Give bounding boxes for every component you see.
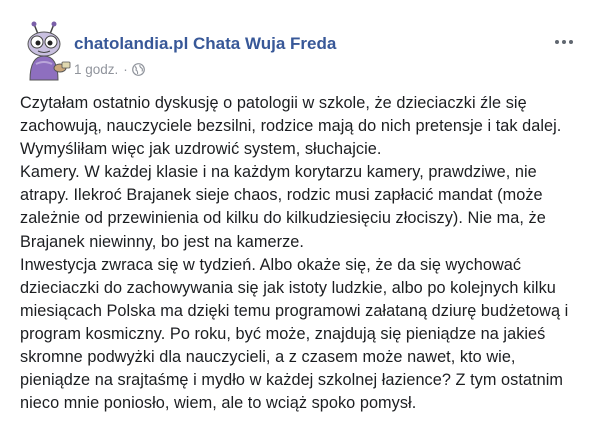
- post-text-line: zależnie od przewinienia od kilku do kilkudziesięciu złociszy). Nie ma, że: [20, 209, 546, 228]
- post-text-line: zachowują, nauczyciele bezsilni, rodzice mają do nich pretensje i tak dalej.: [20, 117, 562, 136]
- more-options-icon[interactable]: [552, 34, 576, 50]
- avatar[interactable]: [20, 20, 72, 84]
- post-text-line: program kosmiczny. Po roku, być może, znajdują się pieniądze na jakieś: [20, 324, 546, 343]
- post-text-line: pieniądze na srajtaśmę i mydło w każdej szkolnej łazience? Z tym ostatnim: [20, 371, 563, 390]
- post-text-line: nieco mnie poniosło, wiem, ale to wciąż spoko pomysł.: [20, 394, 417, 413]
- post-text-line: Kamery. W każdej klasie i na każdym korytarzu kamery, prawdziwe, nie: [20, 163, 537, 182]
- post-body: [20, 92, 592, 415]
- cartoon-character-avatar-icon: [20, 20, 72, 84]
- globe-icon[interactable]: [132, 63, 145, 76]
- post-text-line: skromne podwyżki dla nauczycieli, a z czasem może nawet, kto wie,: [20, 348, 516, 367]
- timestamp[interactable]: 1 godz.: [74, 62, 119, 77]
- meta-separator: ·: [123, 62, 128, 77]
- post-text-line: atrapy. Ilekroć Brajanek sieje chaos, rodzic musi zapłacić mandat (może: [20, 186, 543, 205]
- post-text-line: Wymyśliłam więc jak uzdrowić system, słuchajcie.: [20, 140, 382, 159]
- post-text-line: Brajanek niewinny, bo jest na kamerze.: [20, 232, 304, 251]
- post-text-line: dzieciaczki do zachowywania się jak istoty ludzkie, albo po kolejnych kilku: [20, 278, 556, 297]
- author-name[interactable]: chatolandia.pl Chata Wuja Freda: [74, 34, 337, 53]
- post-text-line: Inwestycja zwraca się w tydzień. Albo okaże się, że da się wychować: [20, 255, 522, 274]
- post-header: [20, 20, 580, 84]
- post-meta: [74, 62, 145, 77]
- post-text-line: Czytałam ostatnio dyskusję o patologii w szkole, że dzieciaczki źle się: [20, 94, 527, 112]
- post-text-line: miesiącach Polska ma dzięki temu programowi załataną dziurę budżetową i: [20, 301, 569, 320]
